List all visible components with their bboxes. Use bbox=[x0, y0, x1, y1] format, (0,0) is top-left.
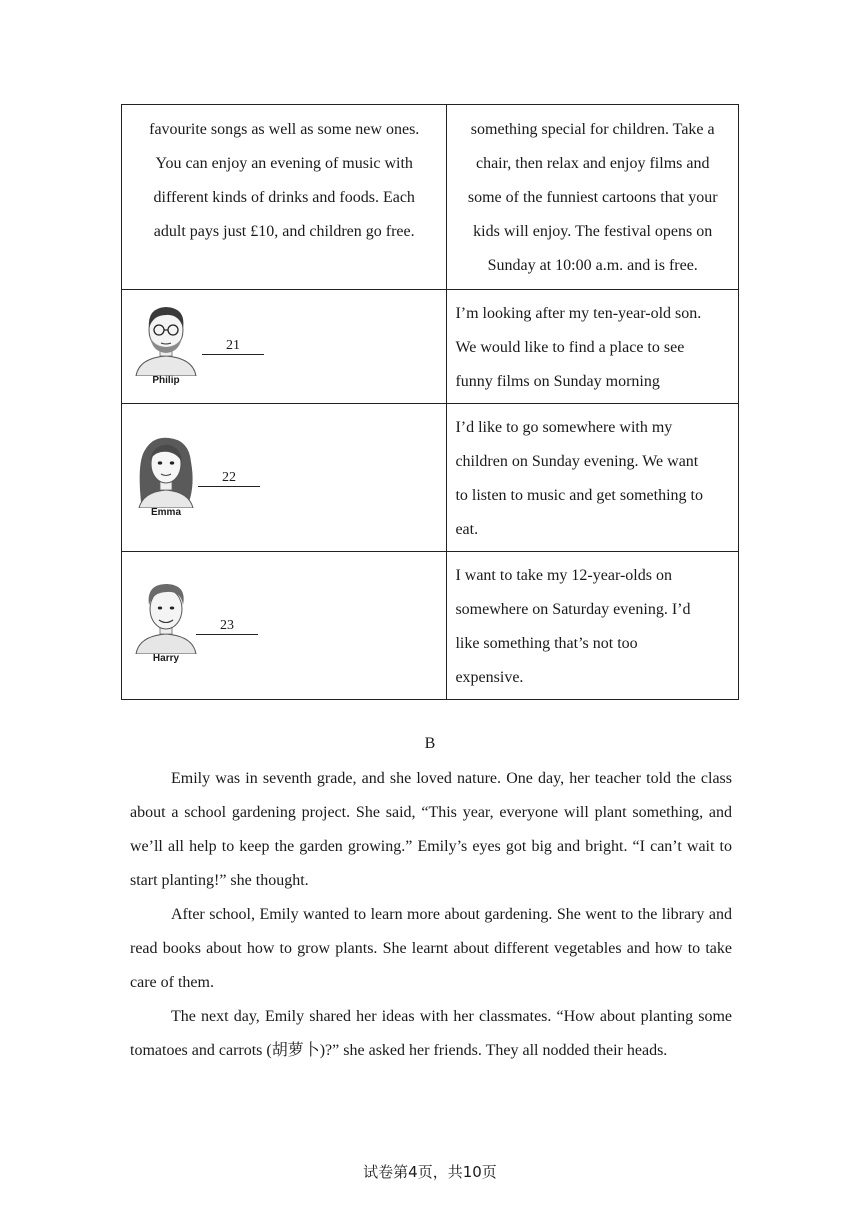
passage-paragraph: After school, Emily wanted to learn more about gardening. She went to the library and read books about how to grow plants. She learnt about different vegetables and how to take care of them. bbox=[130, 906, 732, 991]
passage-paragraph: Emily was in seventh grade, and she loved nature. One day, her teacher told the class about a school gardening project. She said, “This year, everyone will plant something, and we’ll all help to keep the garden growing.” Emily’s eyes got big and bright. “I can’t wait to start planting!” she thought. bbox=[130, 770, 732, 889]
emma-request: I’d like to go somewhere with my children on Sunday evening. We want to listen to music and get something to eat. bbox=[455, 419, 703, 538]
person-name: Harry bbox=[152, 653, 180, 664]
woman-portrait-icon bbox=[131, 432, 201, 508]
man-portrait-icon bbox=[131, 578, 201, 654]
emma-portrait bbox=[131, 432, 201, 520]
passage-paragraph: The next day, Emily shared her ideas with her classmates. “How about planting some tomatoes and carrots (胡萝卜)?” she asked her friends. They all nodded their heads. bbox=[130, 1008, 732, 1059]
section-heading: B bbox=[424, 735, 436, 752]
person-row-emma bbox=[122, 404, 739, 552]
philip-request: I’m looking after my ten-year-old son. We would like to find a place to see funny films on Sunday morning bbox=[455, 305, 702, 390]
harry-request: I want to take my 12-year-olds on somewhere on Saturday evening. I’d like something that’s not too expensive. bbox=[455, 567, 691, 686]
ad-text-left: favourite songs as well as some new ones. You can enjoy an evening of music with different kinds of drinks and foods. Each adult pays just £10, and children go free. bbox=[149, 121, 420, 240]
harry-portrait bbox=[131, 578, 201, 666]
ads-row bbox=[122, 105, 739, 290]
philip-portrait bbox=[131, 300, 201, 388]
person-row-harry bbox=[122, 552, 739, 700]
person-row-philip bbox=[122, 290, 739, 404]
person-name: Philip bbox=[152, 375, 180, 386]
man-with-glasses-icon bbox=[131, 300, 201, 376]
answer-blank-21[interactable]: 21 bbox=[202, 338, 264, 355]
reading-passage bbox=[130, 762, 732, 1068]
answer-blank-23[interactable]: 23 bbox=[196, 618, 258, 635]
person-name: Emma bbox=[150, 507, 181, 518]
ad-text-right: something special for children. Take a chair, then relax and enjoy films and some of the funniest cartoons that your kids will enjoy. The festival opens on Sunday at 10:00 a.m. and is free. bbox=[467, 121, 718, 274]
answer-blank-22[interactable]: 22 bbox=[198, 470, 260, 487]
matching-table bbox=[121, 104, 739, 700]
page-footer: 试卷第4页，共10页 bbox=[363, 1163, 497, 1181]
